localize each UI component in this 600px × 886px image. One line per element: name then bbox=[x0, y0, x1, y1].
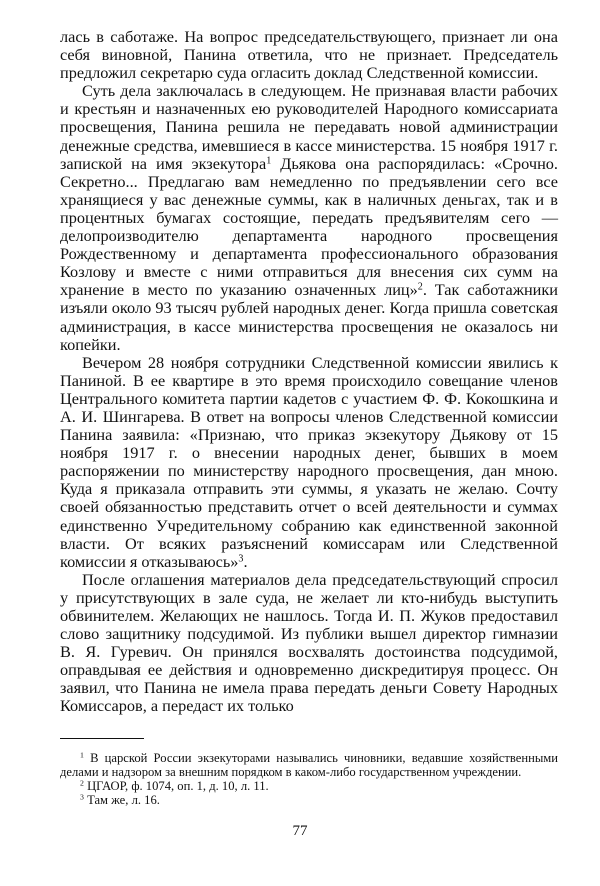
footnote-2: $^2$ ЦГАОР, ф. 1074, оп. 1, д. 10, л. 11. bbox=[80, 778, 269, 793]
footnote-3: $^3$ Там же, л. 16. bbox=[80, 792, 160, 808]
paragraph-1: лась в саботаже. На вопрос председательствующего, признает ли она себя виновной, Панина ответила, что не признает. Председатель предложил секретарю суда огласить доклад Следственной комиссии. bbox=[60, 27, 558, 83]
footnote-ref-3: 3 bbox=[238, 553, 244, 565]
footnote-1: $^1$ В царской России экзекуторами назывались чиновники, ведавшие хозяйственными делами и надзором за внешним порядком в каком-либо государственном учреждении. bbox=[60, 750, 558, 779]
paragraph-4: После оглашения материалов дела председательствующий спросил у присутствующих в зале суда, не желает ли кто-нибудь выступить обвинителем. Желающих не нашлось. Тогда И. П. Жуков предоставил слово защитнику подсудимой. Из публики вышел директор гимназии В. Я. Гуревич. Он принялся восхвалять достоинства подсудимой, оправдывая ее действия и одновременно дискредитируя процесс. Он заявил, что Панина не имела права передать деньги Совету Народных Комиссаров, а передаст их только bbox=[60, 569, 558, 716]
footnote-divider bbox=[60, 738, 144, 739]
paragraph-3: Вечером 28 ноября сотрудники Следственной комиссии явились к Паниной. В ее квартире в это время происходило совещание членов Центрального комитета партии кадетов с участием Ф. Ф. Кокошкина и А. И. Шингарева. В ответ на вопросы членов Следственной комиссии Панина заявила: «Признаю, что приказ экзекутору Дьякову от 15 ноября 1917 г. о внесении народных денег, бывших в моем распоряжении по министерству народного просвещения, дан мною. Куда я приказала отправить эти суммы, я указать не желаю. Сочту своей обязанностью представить отчет о всей деятельности и суммах единственно Учредительному собранию как единственной законной власти. От всяких разъяснений комиссарам или Следственной комиссии я отказываюсь»$^3$. bbox=[60, 352, 558, 571]
page-number: 77 bbox=[292, 823, 308, 839]
main-text bbox=[60, 28, 558, 716]
paragraph-2: Суть дела заключалась в следующем. Не признавая власти рабочих и крестьян и назначенных ею руководителей Народного комиссариата просвещения, Панина решила не передавать новой администрации денежные средства, имевшиеся в кассе министерства. 15 ноября 1917 г. запиской на имя экзекутора$^1$ Дьякова она распорядилась: «Срочно. Секретно... Предлагаю вам немедленно по предъявлении сего все хранящиеся у вас денежные суммы, как в наличных деньгах, так и в процентных бумагах состоящие, передать предъявителям сего — делопроизводителю департамента народного просвещения Рождественному и департамента профессионального образования Козлову и вместе с ними отправиться для внесения сих сумм на хранение в место по указанию означенных лиц»$^2$. Так саботажники изъяли около 93 тысяч рублей народных денег. Когда пришла советская администрация, в кассе министерства просвещения не оказалось ни копейки. bbox=[60, 81, 559, 354]
footnote-ref-1: 1 bbox=[266, 155, 272, 167]
footnotes bbox=[60, 751, 558, 808]
footnote-ref-2: 2 bbox=[417, 281, 423, 293]
